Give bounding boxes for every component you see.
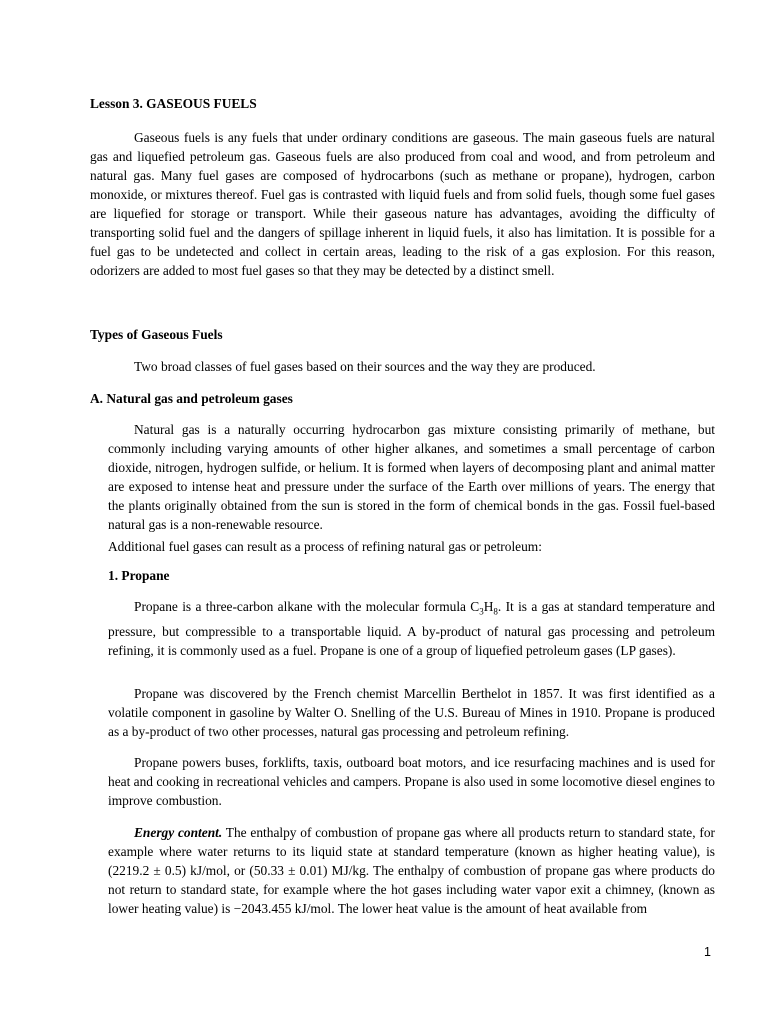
- formula-c-subscript: 3: [479, 606, 484, 617]
- intro-paragraph: Gaseous fuels is any fuels that under ordinary conditions are gaseous. The main gaseous fuels are natural gas and liquefied petroleum gas. Gaseous fuels are also produced from coal and wood, and from petroleum and natural gas. Many fuel gases are composed of hydrocarbons (such as methane or propane), hydrogen, carbon monoxide, or mixtures thereof. Fuel gas is contrasted with liquid fuels and from solid fuels, though some fuel gases are liquefied for storage or transport. While their gaseous nature has advantages, avoiding the difficulty of transporting solid fuel and the dangers of spillage inherent in liquid fuels, it also has limitation. It is possible for a fuel gas to be undetected and collect in certain areas, leading to the risk of a gas explosion. For this reason, odorizers are added to most fuel gases so that they may be detected by a distinct smell.: [90, 130, 715, 278]
- energy-content-paragraph: [108, 823, 715, 918]
- section-a-heading: A. Natural gas and petroleum gases: [90, 391, 293, 406]
- energy-content-body: The enthalpy of combustion of propane gas where all products return to standard state, for example where water returns to its liquid state at standard temperature (known as higher heating value), is (2219.2 ± 0.5) kJ/mol, or (50.33 ± 0.01) MJ/kg. The enthalpy of combustion of propane gas where products do not return to standard state, for example where the hot gases including water vapor exit a chimney, (known as lower heating value) is −2043.455 kJ/mol. The lower heat value is the amount of heat available from: [108, 825, 715, 916]
- lesson-title: Lesson 3. GASEOUS FUELS: [90, 96, 257, 111]
- types-intro: Two broad classes of fuel gases based on their sources and the way they are produced.: [134, 359, 596, 374]
- page-number: 1: [704, 945, 711, 959]
- propane-paragraph-3: Propane powers buses, forklifts, taxis, outboard boat motors, and ice resurfacing machines and is used for heat and cooking in recreational vehicles and campers. Propane is also used in some locomotive diesel engines to improve combustion.: [108, 755, 715, 808]
- types-heading: Types of Gaseous Fuels: [90, 327, 223, 342]
- additional-gases-line: Additional fuel gases can result as a process of refining natural gas or petroleum:: [108, 539, 542, 554]
- propane-paragraph-2: Propane was discovered by the French chemist Marcellin Berthelot in 1857. It was first identified as a volatile component in gasoline by Walter O. Snelling of the U.S. Bureau of Mines in 1910. Propane is produced as a by-product of two other processes, natural gas processing and petroleum refining.: [108, 686, 715, 739]
- formula-h-subscript: 8: [493, 606, 498, 617]
- natural-gas-paragraph: Natural gas is a naturally occurring hydrocarbon gas mixture consisting primarily of methane, but commonly including varying amounts of other higher alkanes, and sometimes a small percentage of carbon dioxide, nitrogen, hydrogen sulfide, or helium. It is formed when layers of decomposing plant and animal matter are exposed to intense heat and pressure under the surface of the Earth over millions of years. The energy that the plants originally obtained from the sun is stored in the form of chemical bonds in the gas. Fossil fuel-based natural gas is a non-renewable resource.: [108, 422, 715, 532]
- energy-content-lead: Energy content.: [134, 825, 223, 840]
- propane-heading: 1. Propane: [108, 568, 170, 583]
- propane-p1-end: . It is a gas at standard temperature and pressure, but compressible to a transportable liquid. A by-product of natural gas processing and petroleum refining, it is commonly used as a fuel. Propane is one of a group of liquefied petroleum gases (LP gases).: [108, 599, 715, 658]
- formula-h: H: [483, 599, 494, 614]
- propane-paragraph-1: [108, 597, 715, 660]
- propane-p1-start: Propane is a three-carbon alkane with the molecular formula C: [134, 599, 480, 614]
